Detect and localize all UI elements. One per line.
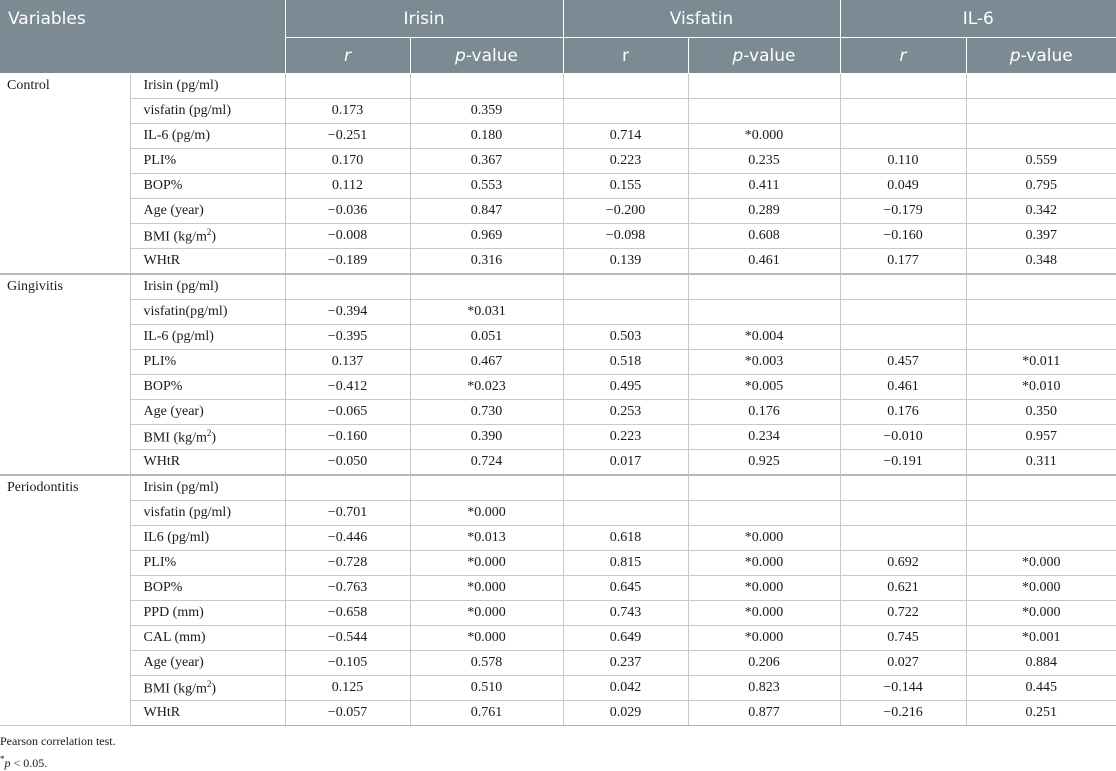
value-cell: 0.235 [688, 149, 840, 174]
value-cell: −0.057 [285, 701, 410, 726]
value-cell [840, 325, 966, 350]
variable-label: IL-6 (pg/ml) [130, 325, 285, 350]
value-cell: *0.000 [688, 626, 840, 651]
table-row [0, 249, 1116, 275]
variable-label: BOP% [130, 174, 285, 199]
value-cell: *0.004 [688, 325, 840, 350]
visfatin-p-header: p-value [688, 38, 840, 74]
variable-label: BMI $(kg/m^2)$ [130, 425, 285, 450]
value-cell [688, 274, 840, 300]
value-cell: 0.251 [966, 701, 1116, 726]
value-cell: −0.658 [285, 601, 410, 626]
value-cell: 0.815 [563, 551, 688, 576]
value-cell: 0.510 [410, 676, 563, 701]
value-cell: 0.445 [966, 676, 1116, 701]
table-row [0, 274, 1116, 300]
variable-label: BMI $(kg/m^2)$ [130, 676, 285, 701]
value-cell: 0.180 [410, 124, 563, 149]
value-cell [285, 74, 410, 99]
value-cell [966, 124, 1116, 149]
table-row [0, 425, 1116, 450]
value-cell: 0.795 [966, 174, 1116, 199]
value-cell: −0.008 [285, 224, 410, 249]
value-cell: −0.098 [563, 224, 688, 249]
table-row [0, 701, 1116, 726]
value-cell: 0.177 [840, 249, 966, 275]
variable-label: BMI $(kg/m^2)$ [130, 224, 285, 249]
value-cell: 0.692 [840, 551, 966, 576]
value-cell: −0.065 [285, 400, 410, 425]
value-cell: 0.316 [410, 249, 563, 275]
value-cell: *0.000 [688, 601, 840, 626]
value-cell [840, 99, 966, 124]
table-row [0, 475, 1116, 501]
value-cell: 0.823 [688, 676, 840, 701]
value-cell: −0.216 [840, 701, 966, 726]
value-cell: *0.005 [688, 375, 840, 400]
value-cell [410, 475, 563, 501]
value-cell: 0.234 [688, 425, 840, 450]
variable-label: WHtR [130, 701, 285, 726]
table-row [0, 551, 1116, 576]
value-cell: *0.031 [410, 300, 563, 325]
value-cell: *0.003 [688, 350, 840, 375]
value-cell: *0.001 [966, 626, 1116, 651]
value-cell: 0.176 [840, 400, 966, 425]
value-cell: 0.645 [563, 576, 688, 601]
value-cell: *0.000 [966, 601, 1116, 626]
value-cell: *0.023 [410, 375, 563, 400]
value-cell: 0.173 [285, 99, 410, 124]
il6-group-header: IL-6 [840, 0, 1116, 38]
value-cell: −0.251 [285, 124, 410, 149]
value-cell [966, 526, 1116, 551]
value-cell [563, 99, 688, 124]
value-cell: *0.010 [966, 375, 1116, 400]
value-cell [410, 274, 563, 300]
value-cell: −0.036 [285, 199, 410, 224]
variable-label: PLI% [130, 350, 285, 375]
value-cell [563, 475, 688, 501]
value-cell [688, 300, 840, 325]
value-cell: *0.000 [410, 501, 563, 526]
value-cell: 0.743 [563, 601, 688, 626]
value-cell: −0.179 [840, 199, 966, 224]
value-cell [410, 74, 563, 99]
variable-label: IL-6 (pg/m) [130, 124, 285, 149]
table-row [0, 74, 1116, 99]
variable-label: IL6 (pg/ml) [130, 526, 285, 551]
table-row [0, 526, 1116, 551]
value-cell [563, 274, 688, 300]
group-label: Control [0, 74, 130, 275]
value-cell: *0.000 [410, 551, 563, 576]
value-cell: 0.110 [840, 149, 966, 174]
value-cell [840, 274, 966, 300]
value-cell: 0.618 [563, 526, 688, 551]
value-cell: 0.884 [966, 651, 1116, 676]
value-cell: −0.105 [285, 651, 410, 676]
table-row [0, 400, 1116, 425]
table-row [0, 149, 1116, 174]
value-cell: 0.649 [563, 626, 688, 651]
value-cell [688, 501, 840, 526]
value-cell [285, 274, 410, 300]
il6-p-header: p-value [966, 38, 1116, 74]
variable-label: Irisin (pg/ml) [130, 475, 285, 501]
value-cell: 0.359 [410, 99, 563, 124]
table-header [0, 0, 1116, 74]
variable-label: Age (year) [130, 400, 285, 425]
value-cell: 0.049 [840, 174, 966, 199]
value-cell: −0.763 [285, 576, 410, 601]
value-cell: 0.621 [840, 576, 966, 601]
value-cell: 0.847 [410, 199, 563, 224]
value-cell: 0.311 [966, 450, 1116, 476]
value-cell: 0.112 [285, 174, 410, 199]
value-cell: 0.155 [563, 174, 688, 199]
value-cell: 0.051 [410, 325, 563, 350]
value-cell: 0.461 [688, 249, 840, 275]
group-label: Gingivitis [0, 274, 130, 475]
table-row [0, 174, 1116, 199]
value-cell: −0.144 [840, 676, 966, 701]
value-cell: −0.191 [840, 450, 966, 476]
value-cell: 0.176 [688, 400, 840, 425]
value-cell [966, 99, 1116, 124]
value-cell [840, 74, 966, 99]
value-cell: 0.342 [966, 199, 1116, 224]
value-cell: 0.125 [285, 676, 410, 701]
table-row [0, 576, 1116, 601]
table-row [0, 224, 1116, 249]
value-cell: 0.745 [840, 626, 966, 651]
value-cell [966, 475, 1116, 501]
value-cell: 0.608 [688, 224, 840, 249]
value-cell [563, 74, 688, 99]
variable-label: WHtR [130, 450, 285, 476]
irisin-group-header: Irisin [285, 0, 563, 38]
value-cell: 0.724 [410, 450, 563, 476]
value-cell: 0.722 [840, 601, 966, 626]
value-cell [688, 74, 840, 99]
value-cell: 0.017 [563, 450, 688, 476]
value-cell: 0.957 [966, 425, 1116, 450]
variables-header: Variables [0, 0, 285, 74]
variable-label: PLI% [130, 149, 285, 174]
value-cell: 0.289 [688, 199, 840, 224]
value-cell: 0.390 [410, 425, 563, 450]
visfatin-r-header: r [563, 38, 688, 74]
table-row [0, 300, 1116, 325]
value-cell: 0.029 [563, 701, 688, 726]
variable-label: visfatin(pg/ml) [130, 300, 285, 325]
table-row [0, 626, 1116, 651]
table-row [0, 124, 1116, 149]
value-cell: 0.559 [966, 149, 1116, 174]
value-cell: −0.160 [285, 425, 410, 450]
value-cell: 0.411 [688, 174, 840, 199]
variable-label: BOP% [130, 375, 285, 400]
value-cell [688, 99, 840, 124]
table-row [0, 350, 1116, 375]
value-cell [285, 475, 410, 501]
variable-label: BOP% [130, 576, 285, 601]
value-cell: 0.139 [563, 249, 688, 275]
value-cell: 0.223 [563, 425, 688, 450]
value-cell [966, 325, 1116, 350]
value-cell [966, 74, 1116, 99]
group-label: Periodontitis [0, 475, 130, 726]
value-cell [840, 475, 966, 501]
irisin-r-header: r [285, 38, 410, 74]
value-cell: *0.000 [410, 601, 563, 626]
table-row [0, 199, 1116, 224]
value-cell [563, 300, 688, 325]
value-cell: *0.000 [966, 576, 1116, 601]
table-row [0, 325, 1116, 350]
value-cell: −0.412 [285, 375, 410, 400]
value-cell: −0.728 [285, 551, 410, 576]
value-cell: 0.925 [688, 450, 840, 476]
variable-label: Age (year) [130, 199, 285, 224]
variable-label: Age (year) [130, 651, 285, 676]
value-cell: −0.446 [285, 526, 410, 551]
value-cell: −0.544 [285, 626, 410, 651]
value-cell: 0.877 [688, 701, 840, 726]
value-cell: 0.027 [840, 651, 966, 676]
value-cell: −0.189 [285, 249, 410, 275]
table-row [0, 375, 1116, 400]
variable-label: Irisin (pg/ml) [130, 74, 285, 99]
value-cell: 0.367 [410, 149, 563, 174]
variable-label: visfatin (pg/ml) [130, 501, 285, 526]
value-cell: 0.206 [688, 651, 840, 676]
value-cell: 0.578 [410, 651, 563, 676]
value-cell: −0.395 [285, 325, 410, 350]
table-row [0, 450, 1116, 476]
value-cell: 0.348 [966, 249, 1116, 275]
value-cell: 0.553 [410, 174, 563, 199]
table-body [0, 74, 1116, 726]
value-cell: 0.137 [285, 350, 410, 375]
value-cell: *0.013 [410, 526, 563, 551]
value-cell: 0.714 [563, 124, 688, 149]
value-cell: *0.000 [966, 551, 1116, 576]
value-cell: *0.000 [410, 626, 563, 651]
value-cell: 0.495 [563, 375, 688, 400]
value-cell [966, 300, 1116, 325]
value-cell: −0.701 [285, 501, 410, 526]
table-row [0, 99, 1116, 124]
value-cell: *0.000 [688, 551, 840, 576]
value-cell: −0.394 [285, 300, 410, 325]
value-cell: 0.461 [840, 375, 966, 400]
value-cell: 0.761 [410, 701, 563, 726]
value-cell: 0.730 [410, 400, 563, 425]
value-cell: *0.000 [410, 576, 563, 601]
variable-label: PPD (mm) [130, 601, 285, 626]
value-cell [563, 501, 688, 526]
value-cell: 0.350 [966, 400, 1116, 425]
value-cell [688, 475, 840, 501]
table-row [0, 501, 1116, 526]
value-cell: *0.000 [688, 576, 840, 601]
footnote-significance: *p < 0.05. [0, 754, 48, 770]
value-cell: 0.503 [563, 325, 688, 350]
value-cell [840, 501, 966, 526]
il6-r-header: r [840, 38, 966, 74]
value-cell: 0.518 [563, 350, 688, 375]
table-row [0, 651, 1116, 676]
visfatin-group-header: Visfatin [563, 0, 840, 38]
irisin-p-header: p-value [410, 38, 563, 74]
value-cell: 0.457 [840, 350, 966, 375]
value-cell: −0.200 [563, 199, 688, 224]
variable-label: visfatin (pg/ml) [130, 99, 285, 124]
value-cell [840, 300, 966, 325]
variable-label: WHtR [130, 249, 285, 275]
value-cell: *0.011 [966, 350, 1116, 375]
value-cell: 0.253 [563, 400, 688, 425]
value-cell: 0.170 [285, 149, 410, 174]
value-cell: 0.969 [410, 224, 563, 249]
variable-label: CAL (mm) [130, 626, 285, 651]
value-cell: *0.000 [688, 124, 840, 149]
value-cell: 0.223 [563, 149, 688, 174]
value-cell [840, 124, 966, 149]
value-cell: −0.160 [840, 224, 966, 249]
table-row [0, 601, 1116, 626]
value-cell: −0.010 [840, 425, 966, 450]
value-cell [966, 274, 1116, 300]
value-cell: 0.237 [563, 651, 688, 676]
variable-label: Irisin (pg/ml) [130, 274, 285, 300]
value-cell: 0.397 [966, 224, 1116, 249]
footnote-test: Pearson correlation test. [0, 734, 116, 748]
table-row [0, 676, 1116, 701]
value-cell: *0.000 [688, 526, 840, 551]
value-cell: −0.050 [285, 450, 410, 476]
variable-label: PLI% [130, 551, 285, 576]
value-cell [840, 526, 966, 551]
value-cell: 0.467 [410, 350, 563, 375]
value-cell [966, 501, 1116, 526]
value-cell: 0.042 [563, 676, 688, 701]
